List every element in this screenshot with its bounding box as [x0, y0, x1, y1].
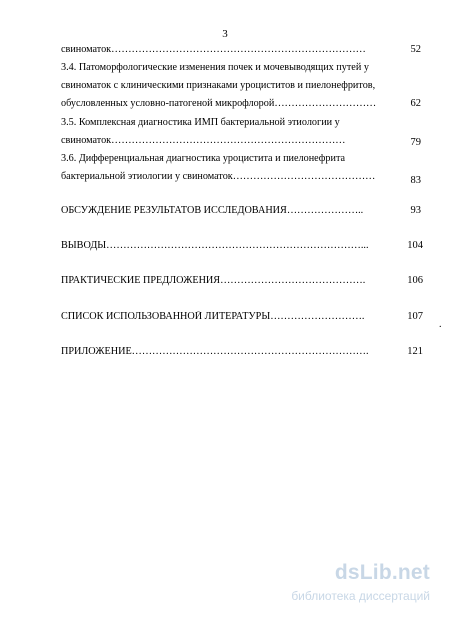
- toc-page-number: 83: [410, 175, 421, 186]
- toc-line: свиноматок с клиническими признаками уроциститов и пиелонефритов,: [61, 80, 376, 91]
- toc-page-number: 62: [410, 98, 421, 109]
- toc-line: свиноматок…………………………………………………………………: [61, 44, 366, 55]
- toc-page-number: 121: [407, 346, 423, 357]
- stray-dot: .: [439, 319, 442, 330]
- toc-line: бактериальной этиологии у свиноматок……………………………………: [61, 171, 376, 182]
- toc-line: обусловленных условно-патогеной микрофлорой…………………………: [61, 98, 377, 109]
- toc-page-number: 52: [410, 44, 421, 55]
- toc-page-number: 104: [407, 240, 423, 251]
- page-number: 3: [222, 28, 228, 40]
- toc-page-number: 79: [410, 137, 421, 148]
- toc-line: СПИСОК ИСПОЛЬЗОВАННОЙ ЛИТЕРАТУРЫ……………………….: [61, 311, 365, 322]
- toc-line: ПРИЛОЖЕНИЕ…………………………………………………………….: [61, 346, 369, 357]
- toc-line: 3.5. Комплексная диагностика ИМП бактериальной этиологии у: [61, 117, 340, 128]
- toc-page-number: 107: [407, 311, 423, 322]
- toc-page-number: 93: [410, 205, 421, 216]
- toc-line: ПРАКТИЧЕСКИЕ ПРЕДЛОЖЕНИЯ…………………………………….: [61, 275, 366, 286]
- toc-line: ВЫВОДЫ…………………………………………………………………...: [61, 240, 369, 251]
- toc-line: свиноматок……………………………………………………………: [61, 135, 346, 146]
- watermark-subtitle: библиотека диссертаций: [291, 589, 430, 603]
- watermark-logo: dsLib.net: [334, 561, 430, 584]
- toc-line: 3.6. Дифференциальная диагностика уроцистита и пиелонефрита: [61, 153, 346, 164]
- toc-page-number: 106: [407, 275, 423, 286]
- toc-line: 3.4. Патоморфологические изменения почек и мочевыводящих путей у: [61, 62, 369, 73]
- watermark: [248, 561, 438, 611]
- toc-line: ОБСУЖДЕНИЕ РЕЗУЛЬТАТОВ ИССЛЕДОВАНИЯ…………………..: [61, 205, 364, 216]
